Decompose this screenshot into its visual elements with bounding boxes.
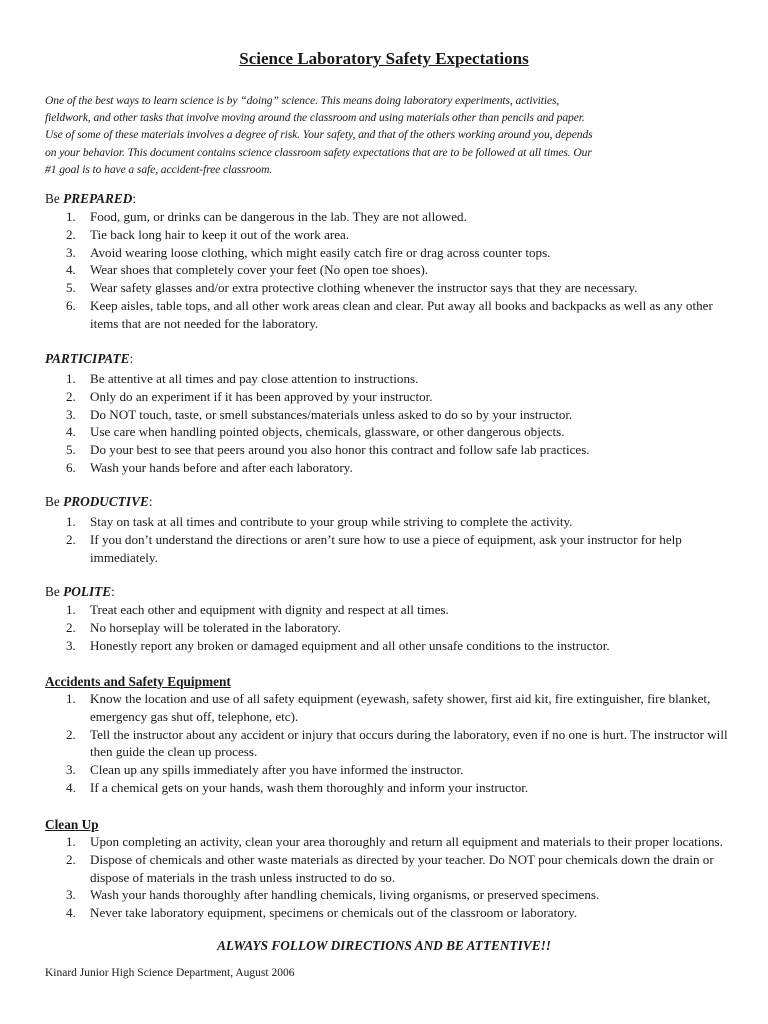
intro-line: One of the best ways to learn science is by “doing” science. This means doing laboratory experiments, activities, [45, 94, 560, 107]
list-participate [45, 370, 735, 477]
list-item: 5. Wear safety glasses and/or extra protective clothing whenever the instructor says that they are necessary. [66, 280, 638, 296]
list-item: 4. If a chemical gets on your hands, wash them thoroughly and inform your instructor. [66, 779, 529, 795]
intro-line: #1 goal is to have a safe, accident-free classroom. [45, 162, 273, 176]
section-heading-participate: PARTICIPATE: [45, 351, 134, 366]
list-item: 3. Clean up any spills immediately after you have informed the instructor. [66, 762, 464, 778]
list-item: 3. Wash your hands thoroughly after handling chemicals, living organisms, or preserved specimens. [66, 887, 600, 903]
section-heading-productive: Be PRODUCTIVE: [45, 494, 153, 509]
section-heading-accidents: Accidents and Safety Equipment [45, 674, 231, 689]
intro-line: on your behavior. This document contains science classroom safety expectations that are to be followed at all times. Our [45, 145, 592, 159]
list-item: 2. No horseplay will be tolerated in the laboratory. [66, 619, 341, 635]
list-accidents [45, 690, 735, 797]
list-item: 5. Do your best to see that peers around you also honor this contract and follow safe lab practices. [66, 442, 590, 458]
list-item: 4. Never take laboratory equipment, specimens or chemicals out of the classroom or laboratory. [66, 905, 578, 921]
list-item: 1. Be attentive at all times and pay close attention to instructions. [66, 371, 419, 386]
list-item: 1. Treat each other and equipment with dignity and respect at all times. [66, 602, 449, 617]
list-item: 4. Use care when handling pointed objects, chemicals, glassware, or other dangerous objects. [66, 424, 565, 440]
list-item: 2. If you don’t understand the directions or aren’t sure how to use a piece of equipment, ask your instructor for help immediately. [66, 531, 682, 565]
list-item: 1. Food, gum, or drinks can be dangerous in the lab. They are not allowed. [66, 209, 467, 224]
list-productive [45, 513, 735, 566]
section-heading-polite: Be POLITE: [45, 584, 115, 599]
footer-text: Kinard Junior High Science Department, August 2006 [45, 967, 295, 979]
page-title: Science Laboratory Safety Expectations [239, 49, 529, 68]
list-item: 2. Only do an experiment if it has been approved by your instructor. [66, 388, 433, 404]
list-item: 1. Know the location and use of all safety equipment (eyewash, safety shower, first aid kit, fire extinguisher, fire blanket, emergency gas shut off, telephone, etc). [66, 691, 711, 724]
list-polite [45, 601, 735, 654]
closing-statement: ALWAYS FOLLOW DIRECTIONS AND BE ATTENTIVE!! [217, 938, 551, 953]
list-prepared [45, 208, 735, 333]
intro-paragraph [45, 92, 735, 178]
list-item: 6. Wash your hands before and after each laboratory. [66, 459, 353, 475]
intro-line: Use of some of these materials involves a degree of risk. Your safety, and that of the others working around you, depends [45, 128, 593, 142]
list-item: 1. Stay on task at all times and contribute to your group while striving to complete the activity. [66, 514, 573, 529]
intro-line: fieldwork, and other tasks that involve moving around the classroom and using materials other than pencils and paper. [45, 111, 585, 125]
section-heading-clean-up: Clean Up [45, 817, 99, 832]
list-item: 1. Upon completing an activity, clean your area thoroughly and return all equipment and materials to their proper locations. [66, 834, 723, 849]
list-item: 2. Dispose of chemicals and other waste materials as directed by your teacher. Do NOT pour chemicals down the drain or dispose of materials in the trash unless instructed to do so. [66, 851, 714, 885]
list-item: 3. Honestly report any broken or damaged equipment and all other unsafe conditions to the instructor. [66, 637, 610, 653]
list-clean-up [45, 833, 735, 922]
list-item: 4. Wear shoes that completely cover your feet (No open toe shoes). [66, 262, 429, 278]
list-item: 6. Keep aisles, table tops, and all other work areas clean and clear. Put away all books and backpacks as well as any other items that are not needed for the laboratory. [66, 297, 713, 331]
list-item: 2. Tie back long hair to keep it out of the work area. [66, 226, 350, 242]
section-heading-prepared: Be PREPARED: [45, 191, 137, 206]
list-item: 3. Do NOT touch, taste, or smell substances/materials unless asked to do so by your instructor. [66, 406, 573, 422]
list-item: 3. Avoid wearing loose clothing, which might easily catch fire or drag across counter tops. [66, 244, 551, 260]
list-item: 2. Tell the instructor about any accident or injury that occurs during the laboratory, even if no one is hurt. The instructor will then guide the clean up process. [66, 726, 728, 760]
